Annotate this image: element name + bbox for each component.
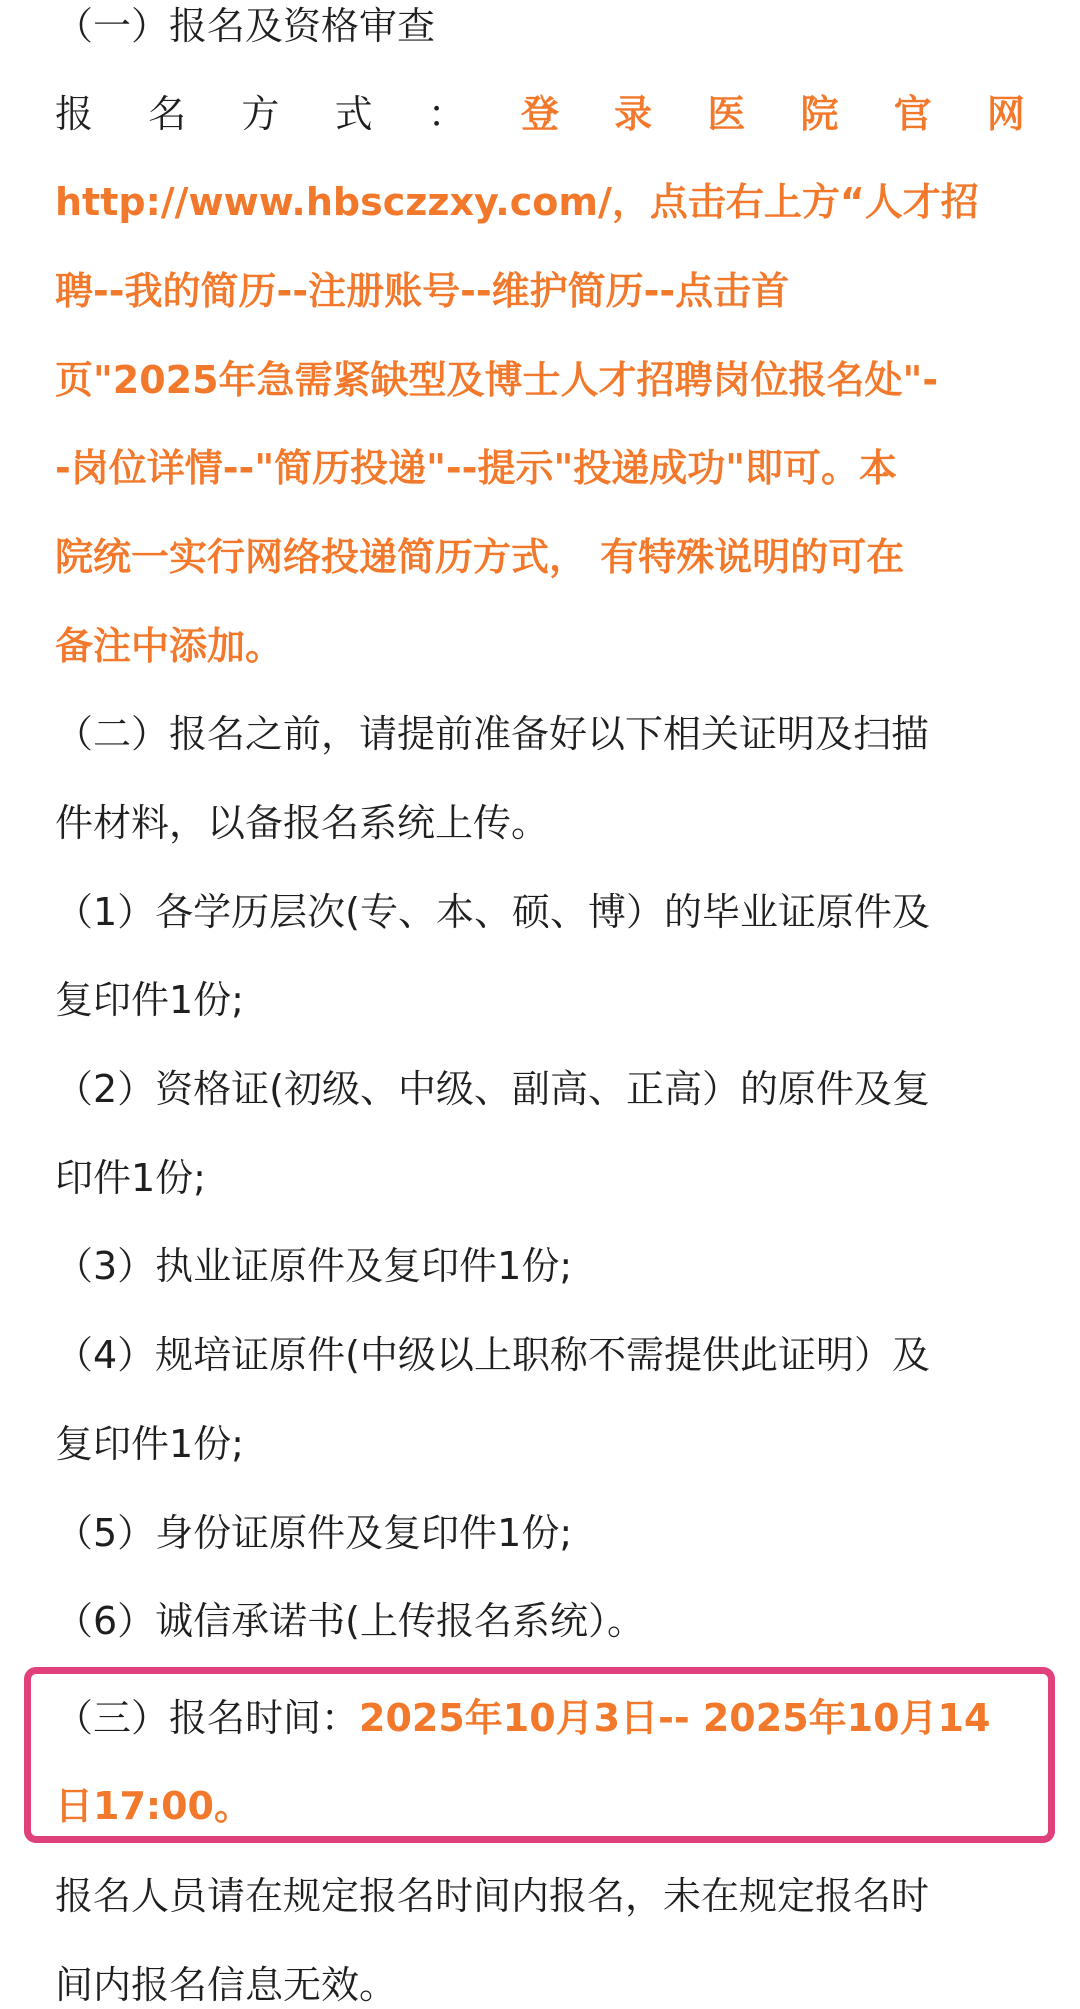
method-label-char: 名	[148, 92, 187, 136]
section-2-heading: （二）报名之前，请提前准备好以下相关证明及扫描	[55, 712, 930, 756]
method-label-char: ：	[427, 92, 466, 136]
requirement-item-1-cont: 复印件1份;	[55, 978, 244, 1022]
requirement-item-2-cont: 印件1份;	[55, 1156, 206, 1200]
footer-note-line-1: 报名人员请在规定报名时间内报名，未在规定报名时	[55, 1874, 930, 1918]
method-label-char: 方	[241, 92, 280, 136]
method-link-char: 医	[707, 92, 746, 136]
method-line: 备注中添加。	[55, 624, 284, 668]
method-link-char: 录	[614, 92, 653, 136]
method-line: -岗位详情--"简历投递"--提示"投递成功"即可。本	[55, 446, 898, 490]
section-1-heading: （一）报名及资格审查	[55, 4, 436, 48]
method-link-char: 登	[520, 92, 559, 136]
requirement-item-4: （4）规培证原件(中级以上职称不需提供此证明）及	[55, 1333, 931, 1377]
requirement-item-3: （3）执业证原件及复印件1份;	[55, 1244, 573, 1288]
method-line: 聘--我的简历--注册账号--维护简历--点击首	[55, 269, 790, 313]
method-label-char: 报	[55, 92, 94, 136]
requirement-item-2: （2）资格证(初级、中级、副高、正高）的原件及复	[55, 1067, 931, 1111]
method-label-char: 式	[334, 92, 373, 136]
method-link-char: 官	[893, 92, 932, 136]
requirement-item-1: （1）各学历层次(专、本、硕、博）的毕业证原件及	[55, 890, 931, 934]
registration-time-value: 2025年10月3日-- 2025年10月14	[359, 1696, 991, 1740]
registration-time-label: （三）报名时间：	[55, 1696, 360, 1740]
method-line: 页"2025年急需紧缺型及博士人才招聘岗位报名处"-	[55, 358, 939, 402]
registration-time-line-2: 日17:00。	[55, 1784, 252, 1828]
registration-time-line-1	[55, 1694, 1025, 1742]
method-link-char: 院	[800, 92, 839, 136]
section-2-line: 件材料，以备报名系统上传。	[55, 801, 550, 845]
method-line-1	[55, 90, 1025, 138]
requirement-item-5: （5）身份证原件及复印件1份;	[55, 1511, 573, 1555]
requirement-item-6: （6）诚信承诺书(上传报名系统）。	[55, 1599, 646, 1643]
requirement-item-4-cont: 复印件1份;	[55, 1422, 244, 1466]
method-line: 院统一实行网络投递简历方式， 有特殊说明的可在	[55, 535, 905, 579]
method-url-line: http://www.hbsczzxy.com/，点击右上方“人才招	[55, 180, 979, 224]
method-link-char: 网	[986, 92, 1025, 136]
footer-note-line-2: 间内报名信息无效。	[55, 1963, 398, 2007]
